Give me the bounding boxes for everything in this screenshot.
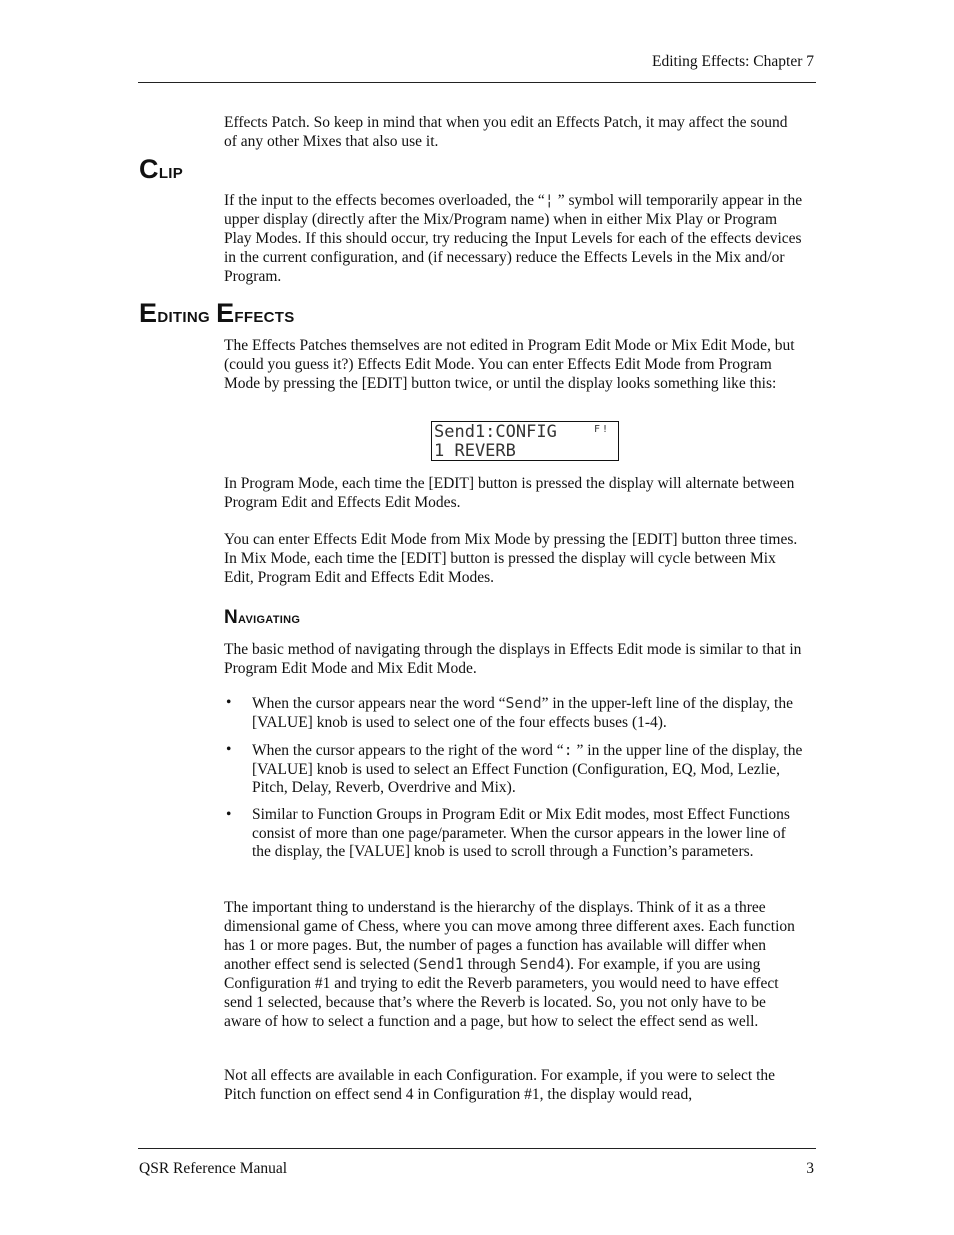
- lcd-flag: F!: [593, 424, 610, 435]
- subsection-title-navigating: Navigating: [224, 607, 301, 628]
- footer-title: QSR Reference Manual: [139, 1160, 288, 1177]
- footer-rule: [138, 1148, 816, 1149]
- editing-paragraph-1: The Effects Patches themselves are not edited in Program Edit Mode or Mix Edit Mode, but (could you guess it?) Effects Edit Mode. You can enter Effects Edit Mode from Program Mode by pressing the [EDIT] button twice, or until the display looks something like this:: [224, 337, 795, 392]
- clip-symbol: ¦: [544, 191, 554, 209]
- bullet-icon: •: [226, 741, 232, 758]
- lcd-line-1: Send1:CONFIG: [434, 422, 557, 442]
- editing-paragraph-3: You can enter Effects Edit Mode from Mix Mode by pressing the [EDIT] button three times. In Mix Mode, each time the [EDIT] button is pressed the display will cycle between Mix Edit, Program Edit and Effects Edit Modes.: [224, 531, 798, 586]
- running-header: Editing Effects: Chapter 7: [652, 53, 814, 70]
- bullet-icon: •: [226, 806, 232, 823]
- section-title-editing-effects: Editing Effects: [139, 298, 295, 328]
- lcd-line-2: 1 REVERB: [434, 441, 516, 461]
- clip-paragraph: If the input to the effects becomes overloaded, the “¦ ” symbol will temporarily appear in the upper display (directly after the Mix/Program name) when in either Mix Play or Program Play Modes. If this should occur, try reducing the Input Levels for each of the effects devices in the current configuration, and (if necessary) reduce the Effects Levels in the Mix and/or Program.: [224, 191, 803, 285]
- editing-paragraph-2: In Program Mode, each time the [EDIT] button is pressed the display will alternate between Program Edit and Effects Edit Modes.: [224, 475, 795, 511]
- section-title-clip: Clip: [139, 154, 184, 184]
- bullet-icon: •: [226, 694, 232, 711]
- page-number: 3: [806, 1160, 814, 1177]
- navigating-paragraph-1: The basic method of navigating through the displays in Effects Edit mode is similar to that in Program Edit Mode and Mix Edit Mode.: [224, 641, 802, 677]
- navigating-paragraph-2: The important thing to understand is the hierarchy of the displays. Think of it as a three dimensional game of Chess, where you can move among three different axes. Each function has 1 or more pages. But, the number of pages a function has available will differ when another effect send is selected (Send1 through Send4). For example, if you are using Configuration #1 and trying to edit the Reverb parameters, you would need to have effect send 1 selected, because that’s where the Reverb is located. So, you not only have to be aware of how to select a function and a page, but how to select the effect send as well.: [224, 899, 795, 1030]
- intro-paragraph: Effects Patch. So keep in mind that when you edit an Effects Patch, it may affect the sound of any other Mixes that also use it.: [224, 114, 788, 150]
- header-rule: [138, 82, 816, 83]
- lcd-display: [431, 421, 619, 461]
- navigating-paragraph-3: Not all effects are available in each Configuration. For example, if you were to select the Pitch function on effect send 4 in Configuration #1, the display would read,: [224, 1067, 776, 1103]
